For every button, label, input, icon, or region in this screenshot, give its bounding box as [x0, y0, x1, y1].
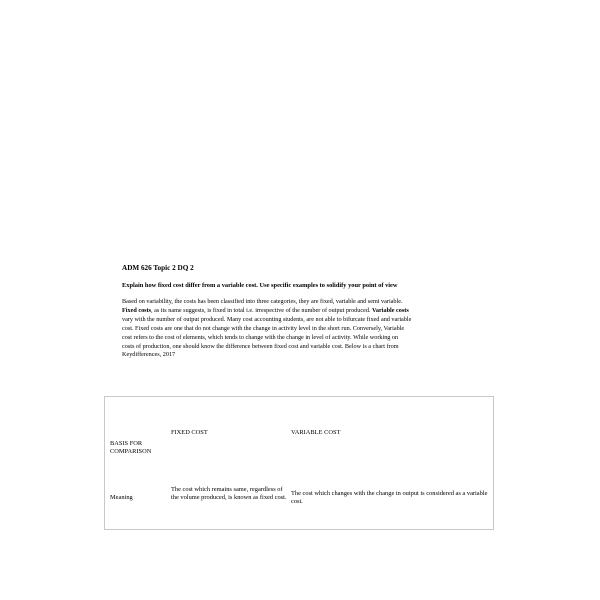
- row-label-meaning: Meaning: [110, 494, 133, 501]
- paragraph-text: vary with the number of output produced. Many cost accounting students, are not able to bifurcate fixed and variable: [122, 315, 412, 323]
- paragraph-text: cost refers to the cost of elements, which tends to change with the change in level of activity. While working on: [122, 333, 399, 341]
- row-fixed-cost-meaning: The cost which remains same, regardless of the volume produced, is known as fixed cost.: [171, 486, 287, 501]
- bold-term: Variable costs: [372, 306, 409, 314]
- bold-term: Fixed costs: [122, 306, 152, 314]
- paragraph-line: [122, 298, 494, 307]
- paragraph-text: cost. Fixed costs are one that do not change with the change in activity level in the short run. Conversely, Variable: [122, 324, 405, 332]
- header-basis-for-comparison: BASIS FOR COMPARISON: [110, 440, 152, 455]
- row-variable-cost-meaning: The cost which changes with the change in output is considered as a variable cost.: [291, 490, 488, 505]
- header-fixed-cost: FIXED COST: [171, 429, 208, 436]
- header-variable-cost: VARIABLE COST: [291, 429, 341, 436]
- paragraph-text: Based on variability, the costs has been classified into three categories, they are fixed, variable and semi variable.: [122, 298, 403, 305]
- paragraph-line: [122, 316, 494, 325]
- comparison-table: [104, 396, 494, 530]
- paragraph-text: , as its name suggests, is fixed in total i.e. irrespective of the number of output produced.: [151, 306, 373, 314]
- discussion-question: Explain how fixed cost differ from a variable cost. Use specific examples to solidify your point of view: [122, 282, 398, 289]
- paragraph-line: [122, 325, 494, 334]
- body-paragraph: [122, 298, 494, 360]
- paragraph-line: [122, 307, 494, 316]
- document-title: ADM 626 Topic 2 DQ 2: [122, 264, 194, 272]
- paragraph-line: [122, 351, 494, 360]
- paragraph-text: Keydifferences, 2017: [122, 351, 176, 359]
- paragraph-line: [122, 343, 494, 352]
- paragraph-line: [122, 334, 494, 343]
- paragraph-text: costs of production, one should know the difference between fixed cost and variable cost. Below is a chart from: [122, 342, 399, 350]
